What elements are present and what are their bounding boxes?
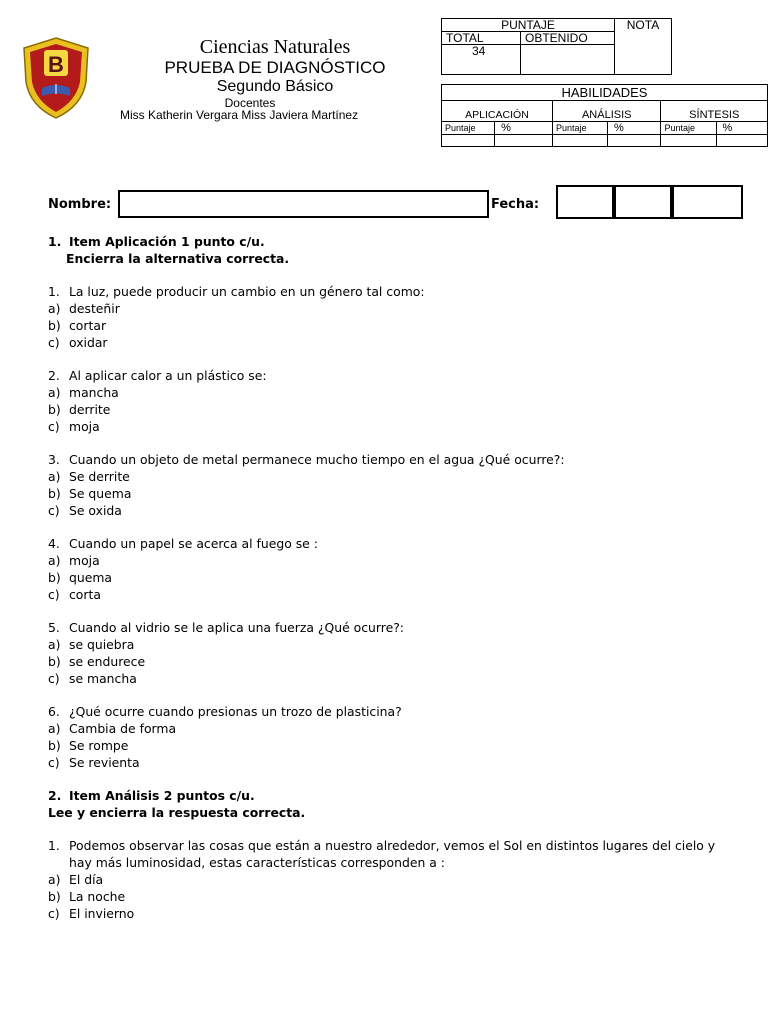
option-text: moja xyxy=(69,419,100,434)
option-text: se endurece xyxy=(69,654,146,669)
option-text: se mancha xyxy=(69,671,137,686)
total-value: 34 xyxy=(442,45,521,75)
option-letter: a) xyxy=(48,721,61,736)
question-number: 5. xyxy=(48,620,60,635)
option-letter: a) xyxy=(48,469,61,484)
answer-option[interactable] xyxy=(48,569,728,586)
teachers-label: Docentes xyxy=(224,96,276,110)
answer-option[interactable] xyxy=(48,888,728,905)
question-number: 6. xyxy=(48,704,60,719)
option-text: Se derrite xyxy=(69,469,130,484)
option-text: se quiebra xyxy=(69,637,135,652)
option-letter: b) xyxy=(48,402,61,417)
question-number: 2. xyxy=(48,368,60,383)
option-text: moja xyxy=(69,553,100,568)
option-letter: c) xyxy=(48,503,60,518)
aplicacion-puntaje-label: Puntaje xyxy=(442,122,495,135)
answer-option[interactable] xyxy=(48,586,728,603)
question-text: La luz, puede producir un cambio en un género tal como: xyxy=(69,284,425,299)
subject-title: Ciencias Naturales xyxy=(199,36,351,58)
section2-instruction: Lee y encierra la respuesta correcta. xyxy=(48,805,306,820)
sintesis-puntaje-label: Puntaje xyxy=(661,122,716,135)
skills-table xyxy=(441,84,768,147)
question-number: 1. xyxy=(48,284,60,299)
answer-option[interactable] xyxy=(48,485,728,502)
question-number: 4. xyxy=(48,536,60,551)
answer-option[interactable] xyxy=(48,317,728,334)
answer-option[interactable] xyxy=(48,401,728,418)
answer-option[interactable] xyxy=(48,384,728,401)
option-text: El día xyxy=(69,872,104,887)
obtenido-header: OBTENIDO xyxy=(521,32,615,45)
name-label: Nombre: xyxy=(48,197,112,212)
option-text: mancha xyxy=(69,385,119,400)
question-text: Cuando un objeto de metal permanece mucho tiempo en el agua ¿Qué ocurre?: xyxy=(69,452,565,467)
question-text-row xyxy=(48,367,728,384)
answer-option[interactable] xyxy=(48,720,728,737)
question-text-row xyxy=(48,535,728,552)
question-text: ¿Qué ocurre cuando presionas un trozo de plasticina? xyxy=(69,704,402,719)
date-label: Fecha: xyxy=(491,197,540,212)
aplicacion-puntaje-cell[interactable] xyxy=(442,135,495,147)
option-letter: b) xyxy=(48,654,61,669)
section1-heading xyxy=(48,233,728,250)
question-1 xyxy=(48,837,728,922)
question-text-row xyxy=(48,619,728,636)
option-text: desteñir xyxy=(69,301,120,316)
answer-option[interactable] xyxy=(48,754,728,771)
option-letter: a) xyxy=(48,385,61,400)
skill-analisis: ANÁLISIS xyxy=(552,101,661,122)
option-letter: c) xyxy=(48,755,60,770)
option-text: corta xyxy=(69,587,101,602)
date-day-box[interactable] xyxy=(556,185,616,219)
option-letter: c) xyxy=(48,335,60,350)
question-4 xyxy=(48,535,728,603)
sintesis-percent-label: % xyxy=(716,122,767,135)
aplicacion-percent-cell[interactable] xyxy=(495,135,553,147)
answer-option[interactable] xyxy=(48,502,728,519)
teachers-names: Miss Katherin Vergara Miss Javiera Martínez xyxy=(120,108,359,122)
grade-level: Segundo Básico xyxy=(216,78,334,95)
section1-number: 1. xyxy=(48,234,62,249)
option-letter: b) xyxy=(48,738,61,753)
question-text-row xyxy=(48,283,728,300)
option-letter: b) xyxy=(48,318,61,333)
question-6 xyxy=(48,703,728,771)
answer-option[interactable] xyxy=(48,737,728,754)
question-number: 1. xyxy=(48,838,60,853)
nota-header: NOTA xyxy=(615,19,672,32)
option-letter: a) xyxy=(48,637,61,652)
option-text: Se quema xyxy=(69,486,132,501)
sintesis-percent-cell[interactable] xyxy=(716,135,767,147)
skill-sintesis: SÍNTESIS xyxy=(661,101,768,122)
question-text-row xyxy=(48,703,728,720)
answer-option[interactable] xyxy=(48,300,728,317)
exam-content xyxy=(48,233,728,922)
analisis-puntaje-cell[interactable] xyxy=(552,135,607,147)
date-month-box[interactable] xyxy=(612,185,674,219)
option-letter: a) xyxy=(48,872,61,887)
option-text: cortar xyxy=(69,318,107,333)
option-letter: a) xyxy=(48,553,61,568)
question-3 xyxy=(48,451,728,519)
school-shield-logo xyxy=(22,36,90,120)
section1-instruction: Encierra la alternativa correcta. xyxy=(66,251,290,266)
question-text: Al aplicar calor a un plástico se: xyxy=(69,368,267,383)
question-text: Podemos observar las cosas que están a nuestro alrededor, vemos el Sol en distintos lugares del cielo y hay más luminosidad, estas características corresponden a : xyxy=(69,838,716,870)
answer-option[interactable] xyxy=(48,905,728,922)
answer-option[interactable] xyxy=(48,334,728,351)
question-2 xyxy=(48,367,728,435)
option-text: Se rompe xyxy=(69,738,129,753)
section1-questions xyxy=(48,283,728,771)
obtenido-cell[interactable] xyxy=(521,45,615,75)
section2-title: Item Análisis 2 puntos c/u. xyxy=(69,788,255,803)
option-letter: c) xyxy=(48,671,60,686)
logo-letter: B xyxy=(48,52,64,77)
option-text: Cambia de forma xyxy=(69,721,177,736)
question-1 xyxy=(48,283,728,351)
section2-heading xyxy=(48,787,728,804)
puntaje-header: PUNTAJE xyxy=(442,19,615,32)
answer-option[interactable] xyxy=(48,552,728,569)
answer-option[interactable] xyxy=(48,468,728,485)
section1-title: Item Aplicación 1 punto c/u. xyxy=(69,234,265,249)
date-year-box[interactable] xyxy=(670,185,743,219)
option-letter: c) xyxy=(48,906,60,921)
option-letter: c) xyxy=(48,587,60,602)
option-letter: c) xyxy=(48,419,60,434)
answer-option[interactable] xyxy=(48,636,728,653)
answer-option[interactable] xyxy=(48,653,728,670)
option-text: Se revienta xyxy=(69,755,140,770)
question-5 xyxy=(48,619,728,687)
aplicacion-percent-label: % xyxy=(495,122,553,135)
skills-title: HABILIDADES xyxy=(442,85,768,101)
answer-option[interactable] xyxy=(48,670,728,687)
total-header: TOTAL xyxy=(442,32,521,45)
option-letter: b) xyxy=(48,570,61,585)
test-title: PRUEBA DE DIAGNÓSTICO xyxy=(164,58,386,77)
answer-option[interactable] xyxy=(48,418,728,435)
question-text: Cuando un papel se acerca al fuego se : xyxy=(69,536,318,551)
option-text: La noche xyxy=(69,889,126,904)
answer-option[interactable] xyxy=(48,871,728,888)
section2-questions xyxy=(48,837,728,922)
question-text-row xyxy=(48,837,728,871)
option-text: Se oxida xyxy=(69,503,122,518)
question-text: Cuando al vidrio se le aplica una fuerza ¿Qué ocurre?: xyxy=(69,620,404,635)
option-text: El invierno xyxy=(69,906,135,921)
score-table xyxy=(441,18,672,75)
option-letter: a) xyxy=(48,301,61,316)
analisis-puntaje-label: Puntaje xyxy=(552,122,607,135)
option-text: oxidar xyxy=(69,335,108,350)
option-text: quema xyxy=(69,570,113,585)
skill-aplicacion: APLICACIÓN xyxy=(442,101,553,122)
analisis-percent-cell[interactable] xyxy=(608,135,661,147)
sintesis-puntaje-cell[interactable] xyxy=(661,135,716,147)
nota-cell[interactable] xyxy=(615,32,672,75)
option-letter: b) xyxy=(48,889,61,904)
question-text-row xyxy=(48,451,728,468)
question-number: 3. xyxy=(48,452,60,467)
option-text: derrite xyxy=(69,402,111,417)
section2-number: 2. xyxy=(48,788,62,803)
name-field[interactable] xyxy=(118,190,489,218)
analisis-percent-label: % xyxy=(608,122,661,135)
option-letter: b) xyxy=(48,486,61,501)
